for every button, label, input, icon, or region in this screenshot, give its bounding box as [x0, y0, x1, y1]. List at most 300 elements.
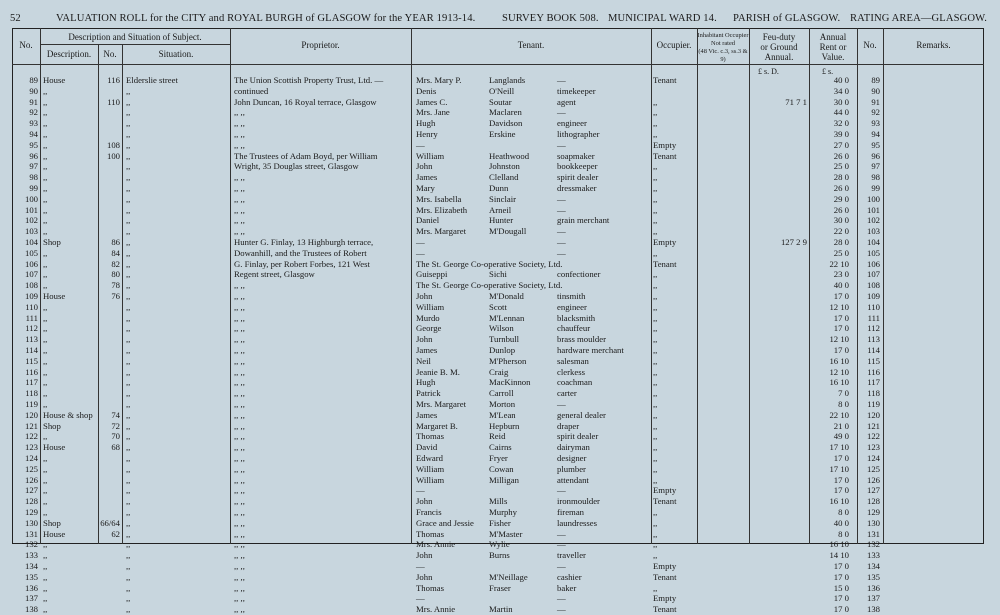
cell-description: ,,	[43, 366, 48, 377]
cell-tenant-surname: Langlands	[489, 75, 526, 85]
cell-annual-rent: 8 0	[838, 399, 849, 409]
cell-situation: ,,	[126, 345, 131, 355]
cell-tenant-first: —	[416, 237, 425, 247]
cell-no: 102	[24, 215, 38, 226]
cell-occupation: —	[557, 604, 566, 615]
cell-no-right: 107	[866, 269, 880, 280]
cell-occupier: Tenant	[653, 604, 677, 615]
cell-occupier: ,,	[653, 161, 658, 172]
cell-no: 111	[25, 312, 38, 323]
cell-tenant-first: John	[416, 571, 433, 582]
cell-description: ,,	[43, 258, 48, 269]
cell-situation: ,,	[126, 507, 131, 517]
cell-proprietor: Dowanhill, and the Trustees of Robert	[234, 247, 367, 258]
cell-no-right: 113	[867, 334, 880, 345]
cell-annual-rent: 12 10	[829, 301, 849, 312]
cell-proprietor: ,, ,,	[234, 431, 245, 442]
cell-annual-rent: 17 0	[833, 561, 849, 571]
cell-tenant-first: Edward	[416, 453, 444, 463]
cell-no-right: 109	[866, 291, 880, 301]
cell-tenant-surname: M'Lennan	[489, 312, 525, 323]
table-row	[12, 550, 984, 561]
cell-occupier: Tenant	[653, 150, 677, 161]
cell-description: ,,	[43, 507, 48, 517]
cell-annual-rent: 30 0	[833, 215, 849, 226]
cell-occupation: —	[557, 107, 566, 118]
cell-no: 94	[29, 129, 38, 139]
cell-no-right: 125	[866, 463, 880, 474]
cell-proprietor: ,, ,,	[234, 323, 245, 334]
cell-proprietor: ,, ,,	[234, 399, 245, 409]
cell-number: 62	[111, 528, 120, 539]
cell-no: 138	[24, 604, 38, 615]
cell-situation: ,,	[126, 604, 131, 615]
cell-tenant-surname: Craig	[489, 366, 509, 377]
cell-annual-rent: 49 0	[833, 431, 849, 442]
cell-occupier: ,,	[653, 539, 658, 550]
cell-tenant-first: Neil	[416, 355, 431, 366]
cell-proprietor: Hunter G. Finlay, 13 Highburgh terrace,	[234, 237, 374, 247]
cell-annual-rent: 17 0	[833, 593, 849, 604]
table-row	[12, 507, 984, 518]
cell-tenant-surname: Burns	[489, 550, 510, 561]
cell-tenant-first: James	[416, 345, 438, 355]
table-row	[12, 464, 984, 475]
cell-situation: ,,	[126, 85, 131, 96]
cell-occupation: tinsmith	[557, 291, 586, 301]
cell-proprietor: G. Finlay, per Robert Forbes, 121 West	[234, 258, 370, 269]
cell-occupier: ,,	[653, 377, 658, 388]
cell-no-right: 129	[866, 507, 880, 517]
table-row	[12, 248, 984, 259]
cell-annual-rent: 21 0	[833, 420, 849, 431]
cell-description: ,,	[43, 377, 48, 388]
cell-tenant-first: George	[416, 323, 442, 334]
cell-annual-rent: 16 10	[829, 539, 849, 550]
cell-occupation: chauffeur	[557, 323, 591, 334]
cell-proprietor: ,, ,,	[234, 550, 245, 561]
cell-no: 106	[24, 258, 38, 269]
cell-annual-rent: 15 0	[833, 582, 849, 593]
cell-occupation: spirit dealer	[557, 172, 599, 183]
cell-no: 120	[24, 409, 38, 420]
cell-proprietor: ,, ,,	[234, 463, 245, 474]
cell-proprietor: ,, ,,	[234, 215, 245, 226]
cell-proprietor: ,, ,,	[234, 442, 245, 453]
cell-annual-rent: 14 10	[829, 550, 849, 561]
cell-tenant-first: John	[416, 161, 433, 172]
table-row	[12, 323, 984, 334]
cell-tenant-first: The St. George Co-operative Society, Ltd.	[416, 280, 563, 291]
cell-occupation: cashier	[557, 571, 582, 582]
col-header-inhabitant	[697, 32, 749, 64]
cell-no-right: 130	[866, 517, 880, 528]
cell-no-right: 134	[866, 561, 880, 571]
cell-no-right: 89	[871, 75, 880, 85]
cell-situation: ,,	[126, 237, 131, 247]
cell-situation: ,,	[126, 420, 131, 431]
cell-tenant-first: Guiseppi	[416, 269, 448, 280]
cell-no-right: 136	[866, 582, 880, 593]
cell-no: 121	[24, 420, 38, 431]
cell-occupier: Empty	[653, 561, 677, 571]
cell-occupier: ,,	[653, 312, 658, 323]
cell-proprietor: ,, ,,	[234, 517, 245, 528]
cell-tenant-first: Patrick	[416, 388, 441, 399]
cell-occupier: Empty	[653, 485, 677, 496]
cell-no-right: 93	[871, 118, 880, 129]
page-number: 52	[10, 13, 21, 24]
cell-annual-rent: 26 0	[833, 204, 849, 215]
cell-occupier: Empty	[653, 139, 677, 150]
cell-annual-rent: 27 0	[833, 139, 849, 150]
col-header-no-right: No.	[863, 40, 877, 50]
cell-no-right: 98	[871, 172, 880, 183]
col-header-feu-duty	[749, 32, 809, 62]
cell-no-right: 96	[871, 150, 880, 161]
cell-no-right: 111	[867, 312, 880, 323]
cell-tenant-surname: Cairns	[489, 442, 512, 453]
cell-tenant-surname: Cowan	[489, 463, 514, 474]
cell-occupier: ,,	[653, 129, 658, 139]
cell-no-right: 99	[871, 183, 880, 193]
cell-no-right: 103	[866, 226, 880, 237]
cell-occupation: grain merchant	[557, 215, 610, 226]
cell-proprietor: ,, ,,	[234, 172, 245, 183]
cell-annual-rent: 17 0	[833, 604, 849, 615]
table-row	[12, 399, 984, 410]
cell-occupation: designer	[557, 453, 587, 463]
cell-tenant-first: John	[416, 550, 433, 561]
cell-tenant-surname: Carroll	[489, 388, 514, 399]
cell-tenant-first: The St. George Co-operative Society, Ltd.	[416, 258, 563, 269]
cell-situation: ,,	[126, 193, 131, 204]
cell-no: 116	[25, 366, 38, 377]
cell-proprietor: ,, ,,	[234, 139, 245, 150]
cell-occupier: ,,	[653, 269, 658, 280]
cell-no: 92	[29, 107, 38, 118]
cell-tenant-first: Denis	[416, 85, 437, 96]
cell-tenant-first: James	[416, 409, 438, 420]
cell-proprietor: ,, ,,	[234, 582, 245, 593]
cell-number: 86	[111, 237, 120, 247]
cell-description: ,,	[43, 215, 48, 226]
cell-annual-rent: 17 0	[833, 312, 849, 323]
cell-tenant-surname: Fryer	[489, 453, 508, 463]
cell-description: ,,	[43, 172, 48, 183]
cell-description: ,,	[43, 301, 48, 312]
cell-annual-rent: 12 10	[829, 334, 849, 345]
cell-description: House	[43, 442, 66, 453]
cell-annual-rent: 23 0	[833, 269, 849, 280]
cell-situation: ,,	[126, 247, 131, 258]
cell-no: 101	[24, 204, 38, 215]
table-row	[12, 237, 984, 248]
table-row	[12, 129, 984, 140]
cell-tenant-first: John	[416, 334, 433, 345]
cell-tenant-surname: Hepburn	[489, 420, 520, 431]
cell-occupation: —	[557, 193, 566, 204]
cell-occupier: ,,	[653, 172, 658, 183]
cell-no: 91	[29, 96, 38, 107]
cell-tenant-first: Hugh	[416, 377, 436, 388]
cell-no: 96	[29, 150, 38, 161]
cell-occupier: ,,	[653, 420, 658, 431]
cell-tenant-surname: M'Dougall	[489, 226, 527, 237]
table-row	[12, 86, 984, 97]
cell-situation: ,,	[126, 280, 131, 291]
cell-situation: ,,	[126, 172, 131, 183]
cell-no: 100	[24, 193, 38, 204]
cell-annual-rent: 22 10	[829, 409, 849, 420]
cell-description: ,,	[43, 247, 48, 258]
cell-description: ,,	[43, 161, 48, 172]
cell-situation: ,,	[126, 258, 131, 269]
table-row	[12, 518, 984, 529]
cell-occupation: —	[557, 204, 566, 215]
page-title: VALUATION ROLL for the CITY and ROYAL BURGH of GLASGOW for the YEAR 1913-14.	[56, 13, 476, 24]
cell-annual-rent: 8 0	[838, 528, 849, 539]
cell-tenant-surname: Sichi	[489, 269, 507, 280]
cell-no: 126	[24, 474, 38, 485]
cell-annual-rent: 22 10	[829, 258, 849, 269]
cell-occupier: ,,	[653, 399, 658, 409]
cell-annual-rent: 17 0	[833, 453, 849, 463]
table-row	[12, 280, 984, 291]
cell-occupation: timekeeper	[557, 85, 596, 96]
cell-no: 105	[24, 247, 38, 258]
cell-description: ,,	[43, 474, 48, 485]
cell-occupation: —	[557, 561, 566, 571]
cell-no-right: 118	[867, 388, 880, 399]
ward: MUNICIPAL WARD 14.	[608, 13, 717, 24]
cell-occupier: Empty	[653, 593, 677, 604]
cell-situation: ,,	[126, 291, 131, 301]
cell-situation: ,,	[126, 334, 131, 345]
cell-no: 119	[25, 399, 38, 409]
cell-no: 113	[25, 334, 38, 345]
cell-occupation: —	[557, 139, 566, 150]
table-row	[12, 604, 984, 615]
cell-tenant-surname: Fisher	[489, 517, 511, 528]
cell-situation: ,,	[126, 517, 131, 528]
cell-occupation: baker	[557, 582, 577, 593]
cell-description: ,,	[43, 139, 48, 150]
cell-situation: ,,	[126, 226, 131, 237]
cell-no: 125	[24, 463, 38, 474]
cell-annual-rent: 39 0	[833, 129, 849, 139]
cell-situation: ,,	[126, 496, 131, 507]
cell-occupier: ,,	[653, 453, 658, 463]
cell-tenant-first: Mrs. Isabella	[416, 193, 462, 204]
cell-situation: ,,	[126, 269, 131, 280]
cell-occupation: laundresses	[557, 517, 598, 528]
cell-occupation: soapmaker	[557, 150, 595, 161]
cell-no-right: 105	[866, 247, 880, 258]
cell-tenant-first: David	[416, 442, 438, 453]
cell-situation: ,,	[126, 96, 131, 107]
cell-occupier: ,,	[653, 409, 658, 420]
cell-situation: ,,	[126, 431, 131, 442]
cell-occupier: Tenant	[653, 258, 677, 269]
cell-no-right: 102	[866, 215, 880, 226]
cell-proprietor: continued	[234, 85, 269, 96]
table-row	[12, 367, 984, 378]
cell-proprietor: ,, ,,	[234, 193, 245, 204]
cell-no: 114	[25, 345, 38, 355]
cell-no: 115	[25, 355, 38, 366]
cell-annual-rent: 40 0	[833, 75, 849, 85]
cell-no: 108	[24, 280, 38, 291]
table-row	[12, 259, 984, 270]
cell-no: 136	[24, 582, 38, 593]
cell-description: ,,	[43, 593, 48, 604]
cell-description: ,,	[43, 107, 48, 118]
cell-occupation: —	[557, 485, 566, 496]
cell-no: 99	[29, 183, 38, 193]
table-row	[12, 97, 984, 108]
cell-number: 80	[111, 269, 120, 280]
cell-proprietor: ,, ,,	[234, 183, 245, 193]
cell-situation: ,,	[126, 528, 131, 539]
cell-annual-rent: 26 0	[833, 150, 849, 161]
cell-annual-rent: 40 0	[833, 517, 849, 528]
cell-tenant-first: William	[416, 150, 445, 161]
cell-occupier: ,,	[653, 301, 658, 312]
cell-description: ,,	[43, 334, 48, 345]
cell-occupier: ,,	[653, 215, 658, 226]
parish: PARISH of GLASGOW.	[733, 13, 841, 24]
cell-no: 133	[24, 550, 38, 561]
cell-no-right: 94	[871, 129, 880, 139]
cell-description: ,,	[43, 463, 48, 474]
rent-units: £ s.	[822, 67, 834, 76]
cell-no: 90	[29, 85, 38, 96]
cell-occupation: engineer	[557, 118, 587, 129]
cell-number: 100	[106, 150, 120, 161]
cell-no-right: 126	[866, 474, 880, 485]
col-header-description: Description.	[46, 49, 92, 59]
cell-description: ,,	[43, 355, 48, 366]
table-row	[12, 421, 984, 432]
cell-situation: ,,	[126, 366, 131, 377]
cell-situation: ,,	[126, 593, 131, 604]
cell-proprietor: ,, ,,	[234, 204, 245, 215]
table-row	[12, 377, 984, 388]
cell-description: ,,	[43, 345, 48, 355]
cell-no-right: 128	[866, 496, 880, 507]
cell-occupation: agent	[557, 96, 576, 107]
cell-no: 109	[24, 291, 38, 301]
cell-no-right: 127	[866, 485, 880, 496]
col-header-occupier: Occupier.	[656, 40, 692, 50]
cell-occupation: lithographer	[557, 129, 600, 139]
cell-situation: ,,	[126, 582, 131, 593]
cell-occupier: ,,	[653, 442, 658, 453]
cell-tenant-first: William	[416, 474, 445, 485]
cell-tenant-first: Murdo	[416, 312, 440, 323]
cell-situation: ,,	[126, 118, 131, 129]
cell-tenant-first: James	[416, 172, 438, 183]
cell-occupier: ,,	[653, 107, 658, 118]
cell-no: 89	[29, 75, 38, 85]
table-row	[12, 539, 984, 550]
cell-proprietor: ,, ,,	[234, 366, 245, 377]
cell-tenant-surname: Morton	[489, 399, 516, 409]
cell-occupation: bookkeeper	[557, 161, 598, 172]
cell-occupation: blacksmith	[557, 312, 596, 323]
cell-no-right: 110	[867, 301, 880, 312]
cell-no: 117	[25, 377, 38, 388]
cell-proprietor: ,, ,,	[234, 301, 245, 312]
cell-no: 110	[25, 301, 38, 312]
cell-number: 76	[111, 291, 120, 301]
cell-proprietor: ,, ,,	[234, 291, 245, 301]
cell-occupation: —	[557, 539, 566, 550]
cell-description: ,,	[43, 431, 48, 442]
cell-occupier: ,,	[653, 517, 658, 528]
table-row	[12, 269, 984, 280]
col-header-situation: Situation.	[158, 49, 194, 59]
cell-proprietor: ,, ,,	[234, 507, 245, 517]
cell-occupier: ,,	[653, 226, 658, 237]
cell-proprietor: ,, ,,	[234, 561, 245, 571]
cell-tenant-first: Mrs. Annie	[416, 604, 456, 615]
cell-occupation: dairyman	[557, 442, 590, 453]
cell-tenant-surname: Davidson	[489, 118, 523, 129]
cell-no: 123	[24, 442, 38, 453]
cell-situation: ,,	[126, 571, 131, 582]
cell-proprietor: ,, ,,	[234, 409, 245, 420]
cell-occupier: ,,	[653, 355, 658, 366]
cell-annual-rent: 26 0	[833, 183, 849, 193]
table-row	[12, 161, 984, 172]
table-row	[12, 593, 984, 604]
cell-no-right: 138	[866, 604, 880, 615]
cell-occupier: ,,	[653, 291, 658, 301]
cell-no-right: 91	[871, 96, 880, 107]
cell-number: 70	[111, 431, 120, 442]
cell-no-right: 120	[866, 409, 880, 420]
rent-line2: Rent or	[819, 42, 847, 52]
cell-annual-rent: 17 0	[833, 571, 849, 582]
cell-tenant-surname: O'Neill	[489, 85, 515, 96]
cell-situation: ,,	[126, 355, 131, 366]
table-row	[12, 226, 984, 237]
cell-no-right: 104	[866, 237, 880, 247]
cell-annual-rent: 16 10	[829, 355, 849, 366]
cell-description: ,,	[43, 150, 48, 161]
cell-description: ,,	[43, 582, 48, 593]
cell-description: House	[43, 291, 66, 301]
table-row	[12, 215, 984, 226]
cell-annual-rent: 40 0	[833, 280, 849, 291]
cell-situation: ,,	[126, 301, 131, 312]
cell-no-right: 119	[867, 399, 880, 409]
cell-tenant-first: Margaret B.	[416, 420, 458, 431]
cell-situation: ,,	[126, 312, 131, 323]
cell-occupier: ,,	[653, 366, 658, 377]
cell-proprietor: ,, ,,	[234, 485, 245, 496]
cell-tenant-surname: Wilson	[489, 323, 514, 334]
cell-no: 103	[24, 226, 38, 237]
table-row	[12, 561, 984, 572]
col-header-remarks: Remarks.	[916, 40, 951, 50]
cell-no: 137	[24, 593, 38, 604]
table-row	[12, 183, 984, 194]
cell-tenant-surname: Scott	[489, 301, 507, 312]
cell-no-right: 132	[866, 539, 880, 550]
